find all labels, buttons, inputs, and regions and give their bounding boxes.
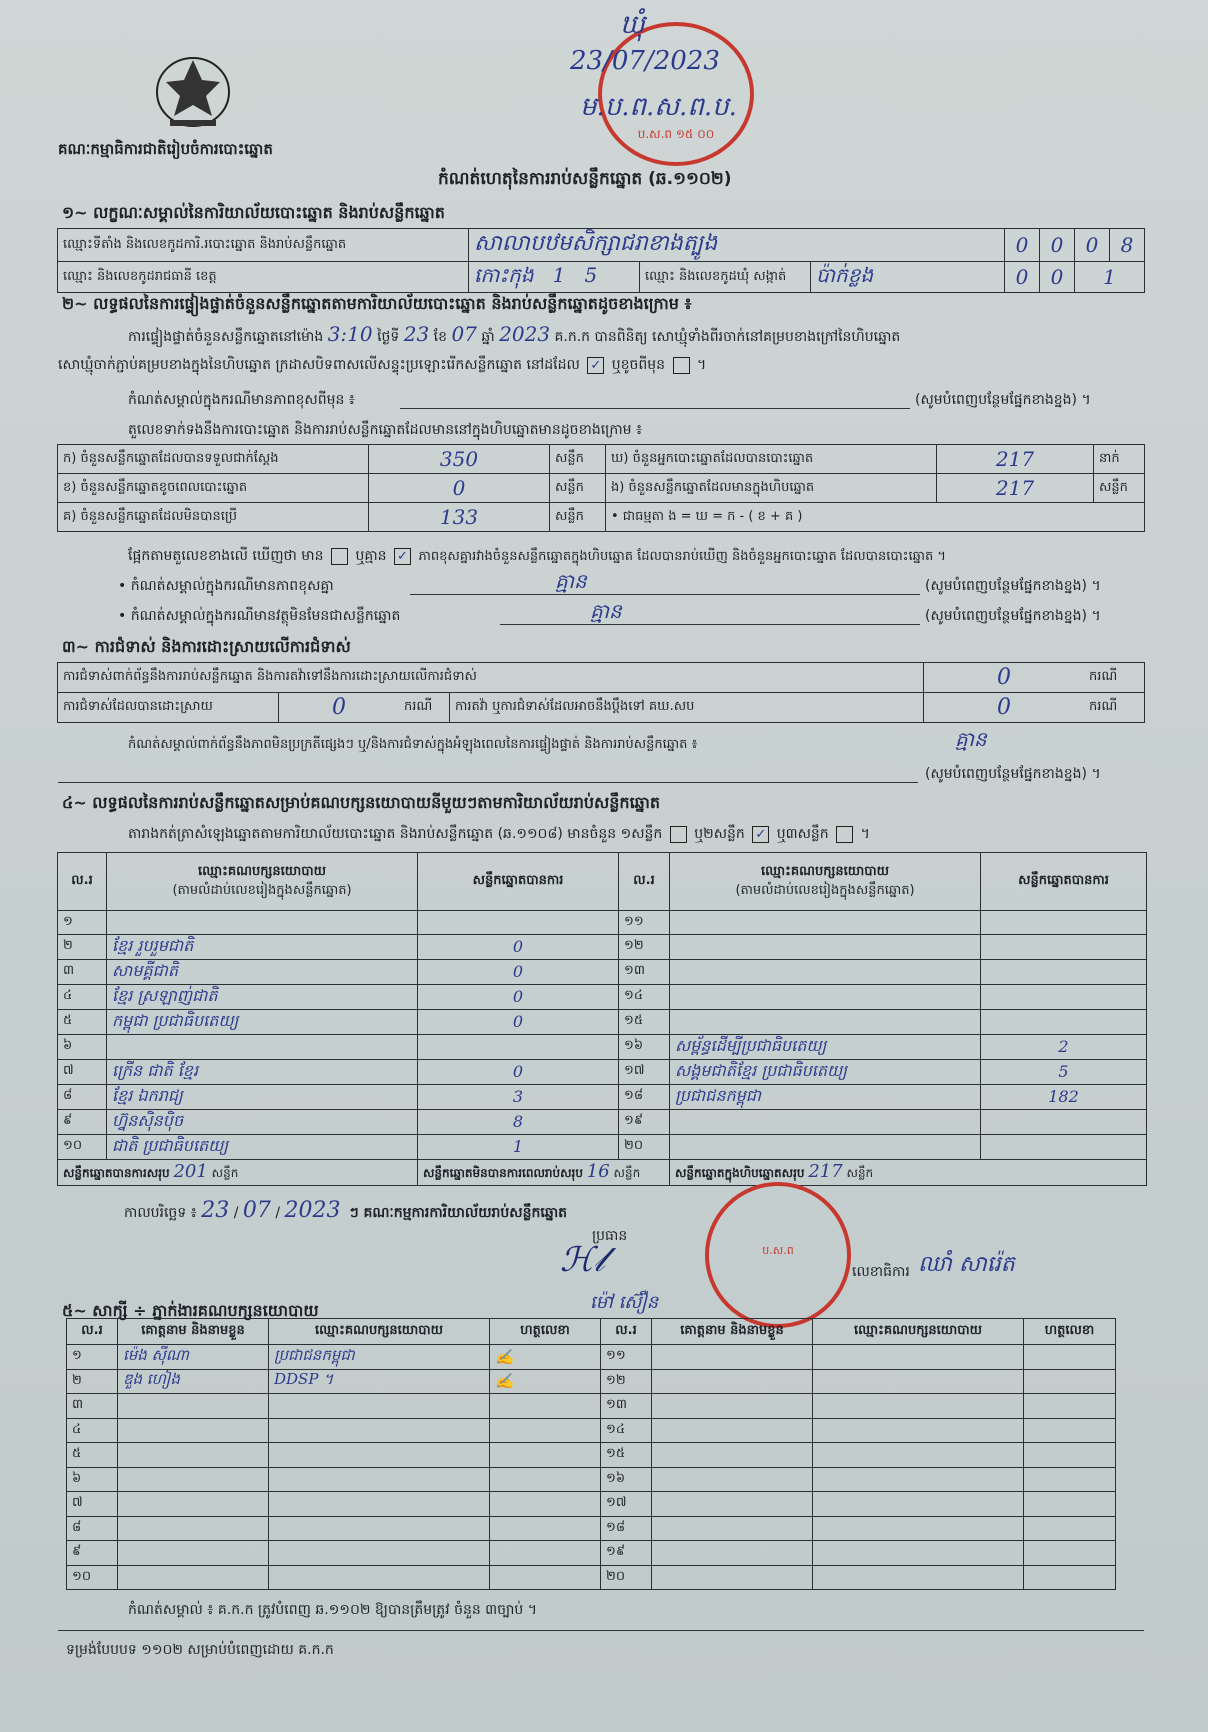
results-col-no-left: ល.រ [58, 853, 107, 911]
handwriting-top-date: 23/07/2023 [570, 46, 720, 76]
witness-party [813, 1541, 1024, 1566]
result-party [107, 911, 418, 935]
witness-name [118, 1541, 269, 1566]
result-no: ៨ [58, 1084, 107, 1109]
diff-note-line [410, 594, 920, 595]
witness-col-party-left: ឈ្មោះគណបក្សនយោបាយ [269, 1319, 490, 1345]
result-no: ១១ [619, 911, 670, 935]
received-unit: សន្លឹក [550, 445, 606, 474]
witness-row [67, 1369, 1116, 1394]
diff-note-fill: (សូមបំពេញបន្ថែមផ្នែកខាងខ្នង) ។ [925, 578, 1101, 594]
witness-row [67, 1492, 1116, 1517]
result-no: ១៩ [619, 1109, 670, 1134]
witness-signature [490, 1443, 601, 1468]
results-col-votes-right: សន្លឹកឆ្នោតបានការ [981, 853, 1147, 911]
result-party: សាមគ្គីជាតិ [107, 959, 418, 984]
appeal-value: 0 [924, 693, 1085, 723]
result-no: ២០ [619, 1134, 670, 1159]
resolved-label: ការជំទាស់ដែលបានដោះស្រាយ [58, 693, 279, 723]
witness-col-party-right: ឈ្មោះគណបក្សនយោបាយ [813, 1319, 1024, 1345]
witness-name [118, 1418, 269, 1443]
witness-signature [1024, 1492, 1116, 1517]
result-votes: 0 [418, 959, 619, 984]
witness-no: ៩ [67, 1541, 118, 1566]
result-party: ក្រើន ជាតិ ខ្មែរ [107, 1059, 418, 1084]
results-row [58, 959, 1147, 984]
special-note-line [500, 624, 920, 625]
result-no: ៣ [58, 959, 107, 984]
witness-col-no-right: ល.រ [601, 1319, 652, 1345]
result-no: ១៨ [619, 1084, 670, 1109]
compare-line: ផ្អែកតាមតួលេខខាងលើ ឃើញថា មាន ឬគ្មាន ✓ ភាពខុសគ្នារវាងចំនួនសន្លឹកឆ្នោតក្នុងហិបឆ្នោត ដែលបានរាប់ឃើញ និងចំនួនអ្នកបោះឆ្នោត ដែលបានបោះឆ្នោត ។ [128, 548, 946, 564]
witness-col-no-left: ល.រ [67, 1319, 118, 1345]
witness-party [269, 1492, 490, 1517]
site-value: សាលាបឋមសិក្សាជរាខាងត្បូង [469, 229, 1005, 262]
unused-value: 133 [369, 503, 550, 532]
witness-name [652, 1369, 813, 1394]
chair-signature: ℋ𝓁 [560, 1240, 605, 1280]
form-title: កំណត់ហេតុនៃការរាប់សន្លឹកឆ្នោត (ឆ.១១០២) [438, 169, 732, 189]
result-party: សម្ព័ន្ធដើម្បីប្រជាធិបតេយ្យ [670, 1034, 981, 1059]
witness-no: ៣ [67, 1394, 118, 1419]
total-valid-cell: សន្លឹកឆ្នោតបានការសរុប 201 សន្លឹក [58, 1159, 418, 1185]
result-votes [981, 911, 1147, 935]
commune-label: ឈ្មោះ និងលេខកូដឃុំ សង្កាត់ [640, 262, 811, 293]
witness-party [269, 1418, 490, 1443]
special-note-fill: (សូមបំពេញបន្ថែមផ្នែកខាងខ្នង) ។ [925, 608, 1101, 624]
result-party [107, 1034, 418, 1059]
received-value: 350 [369, 445, 550, 474]
witness-row [67, 1565, 1116, 1590]
result-votes: 8 [418, 1109, 619, 1134]
witness-row [67, 1541, 1116, 1566]
witness-party [813, 1492, 1024, 1517]
witness-name: ឌួង ហៀង [118, 1369, 269, 1394]
witness-no: ២០ [601, 1565, 652, 1590]
witness-signature [490, 1467, 601, 1492]
witness-signature [490, 1418, 601, 1443]
commune-code-1: 0 [1005, 262, 1040, 293]
diff-note-value: គ្មាន [555, 569, 587, 593]
results-row [58, 984, 1147, 1009]
witness-no: ១១ [601, 1345, 652, 1370]
result-party [670, 1009, 981, 1034]
witness-row [67, 1516, 1116, 1541]
witness-no: ១៣ [601, 1394, 652, 1419]
result-no: ២ [58, 934, 107, 959]
results-date: កាលបរិច្ឆេទ ៖ 23 / 07 / 2023 ៗ គណៈកម្មការការិយាល័យរាប់សន្លឹកឆ្នោត [124, 1198, 568, 1223]
witness-signature [1024, 1467, 1116, 1492]
result-votes [981, 1109, 1147, 1134]
result-votes: 0 [418, 1009, 619, 1034]
witness-table [66, 1318, 1116, 1590]
witness-row [67, 1394, 1116, 1419]
section3-heading: ៣~ ការជំទាស់ និងការដោះស្រាយលើការជំទាស់ [62, 637, 351, 656]
witness-no: ១៨ [601, 1516, 652, 1541]
witness-party [813, 1467, 1024, 1492]
results-row [58, 1059, 1147, 1084]
result-no: ១២ [619, 934, 670, 959]
intact-checkbox: ✓ [587, 357, 604, 374]
damage-note: កំណត់សម្គាល់ក្នុងករណីមានភាពខុសពីមុន ៖ [128, 392, 355, 408]
commune-code-3: 1 [1075, 262, 1145, 293]
special-note-label: • កំណត់សម្គាល់ក្នុងករណីមានវត្ថុមិនមែនជាសន្លឹកឆ្នោត [118, 608, 401, 624]
results-date-year: 2023 [284, 1198, 341, 1223]
appeal-label: ការតវ៉ា ឬការជំទាស់ដែលអាចនឹងប្តឹងទៅ គឃ.សប [450, 693, 924, 723]
result-no: ១៣ [619, 959, 670, 984]
total-invalid-cell: សន្លឹកឆ្នោតមិនបានការពេលរាប់សរុប 16 សន្លឹក [418, 1159, 670, 1185]
damage-note-fill: (សូមបំពេញបន្ថែមផ្នែកខាងខ្នង) ។ [915, 392, 1091, 408]
irregularity-note-value: គ្មាន [955, 727, 987, 751]
witness-party [269, 1565, 490, 1590]
witness-signature [1024, 1443, 1116, 1468]
secretary-name: ឈាំ សារ៉េត [918, 1252, 1015, 1277]
section2-heading: ២~ លទ្ធផលនៃការផ្ទៀងផ្ទាត់ចំនួនសន្លឹកឆ្នោតតាមការិយាល័យបោះឆ្នោត និងរាប់សន្លឹកឆ្នោតដូចខាងក្រោម ៖ [62, 294, 692, 313]
result-party [670, 911, 981, 935]
figures-table [57, 444, 1145, 532]
two-sheet-checkbox: ✓ [752, 826, 769, 843]
witness-no: ១០ [67, 1565, 118, 1590]
witness-col-sign-left: ហត្ថលេខា [490, 1319, 601, 1345]
result-votes: 0 [418, 1059, 619, 1084]
official-seal-top: ប.ស.ព ១៥ ០០ [598, 22, 754, 166]
result-votes: 0 [418, 934, 619, 959]
section4-heading: ៤~ លទ្ធផលនៃការរាប់សន្លឹកឆ្នោតសម្រាប់គណបក្សនយោបាយនីមួយៗតាមការិយាល័យរាប់សន្លឹកឆ្នោត [62, 793, 661, 812]
resolved-value: 0 [279, 693, 400, 723]
witness-signature: ✍ [490, 1345, 601, 1370]
result-party: សង្គមជាតិខ្មែរ ប្រជាធិបតេយ្យ [670, 1059, 981, 1084]
witness-no: ៤ [67, 1418, 118, 1443]
site-code-2: 0 [1040, 229, 1075, 262]
inbox-value: 217 [937, 474, 1094, 503]
three-sheet-checkbox [836, 826, 853, 843]
has-difference-checkbox [331, 548, 348, 565]
voters-label: ឃ) ចំនួនអ្នកបោះឆ្នោតដែលបានបោះឆ្នោត [606, 445, 937, 474]
irregularity-note-label: កំណត់សម្គាល់ពាក់ព័ន្ធនឹងភាពមិនប្រក្រតីផ្សេងៗ ឬ/និងការជំទាស់ក្នុងអំឡុងពេលនៃការផ្ទៀងផ្ទាត់ និងការរាប់សន្លឹកឆ្នោត ៖ [128, 737, 698, 752]
witness-no: ៨ [67, 1516, 118, 1541]
result-votes: 3 [418, 1084, 619, 1109]
result-party: ខ្មែរ ឯករាជ្យ [107, 1084, 418, 1109]
results-row [58, 1109, 1147, 1134]
witness-name [652, 1418, 813, 1443]
witness-name [118, 1467, 269, 1492]
form-note: ទម្រង់បែបបទ ១១០២ សម្រាប់បំពេញដោយ គ.ក.ក [66, 1642, 334, 1658]
voters-unit: នាក់ [1094, 445, 1145, 474]
witness-party [269, 1394, 490, 1419]
no-difference-checkbox: ✓ [394, 548, 411, 565]
witness-signature [490, 1516, 601, 1541]
witness-name [652, 1516, 813, 1541]
site-label: ឈ្មោះទីតាំង និងលេខកូដការិ.របោះឆ្នោត និងរាប់សន្លឹកឆ្នោត [58, 229, 469, 262]
objection-unit: ករណី [1084, 663, 1145, 693]
witness-signature [1024, 1369, 1116, 1394]
chair-label: ប្រធាន [592, 1228, 628, 1244]
damaged-checkbox [673, 357, 690, 374]
results-col-party-left: ឈ្មោះគណបក្សនយោបាយ (តាមលំដាប់លេខរៀងក្នុងសន្លឹកឆ្នោត) [107, 853, 418, 911]
irregularity-note-fill: (សូមបំពេញបន្ថែមផ្នែកខាងខ្នង) ។ [925, 766, 1101, 782]
result-no: ១៥ [619, 1009, 670, 1034]
unused-label: គ) ចំនួនសន្លឹកឆ្នោតដែលមិនបានប្រើ [58, 503, 369, 532]
witness-signature [1024, 1345, 1116, 1370]
witness-name [652, 1492, 813, 1517]
commune-value: ប៉ាក់ខ្លង [811, 262, 1005, 293]
witness-signature [490, 1492, 601, 1517]
commune-code-2: 0 [1040, 262, 1075, 293]
witness-row [67, 1345, 1116, 1370]
formula-text: • ជាធម្មតា ង = ឃ = ក - ( ខ + គ ) [606, 503, 1145, 532]
witness-name [652, 1541, 813, 1566]
result-votes: 182 [981, 1084, 1147, 1109]
result-no: ១ [58, 911, 107, 935]
result-party [670, 1109, 981, 1134]
witness-name [652, 1394, 813, 1419]
witness-no: ១ [67, 1345, 118, 1370]
witness-signature [1024, 1418, 1116, 1443]
province-label: ឈ្មោះ និងលេខកូដរាជធានី ខេត្ត [58, 262, 469, 293]
voters-value: 217 [937, 445, 1094, 474]
witness-party [269, 1541, 490, 1566]
witness-name [118, 1394, 269, 1419]
special-note-value: គ្មាន [590, 599, 622, 623]
appeal-unit: ករណី [1084, 693, 1145, 723]
table-intro: តួលេខទាក់ទងនឹងការបោះឆ្នោត និងការរាប់សន្លឹកឆ្នោតដែលមាននៅក្នុងហិបឆ្នោតមានដូចខាងក្រោម ៖ [128, 422, 643, 438]
result-no: ១៦ [619, 1034, 670, 1059]
results-row [58, 911, 1147, 935]
verify-year: 2023 [499, 322, 551, 346]
result-votes [981, 934, 1147, 959]
witness-party [813, 1443, 1024, 1468]
result-party: ហ្វ៊ុនស៊ិនប៉ិច [107, 1109, 418, 1134]
witness-signature [490, 1565, 601, 1590]
witness-signature [1024, 1541, 1116, 1566]
result-votes [418, 911, 619, 935]
result-votes [981, 1134, 1147, 1159]
witness-party: DDSP ។ [269, 1369, 490, 1394]
one-sheet-checkbox [670, 826, 687, 843]
witness-name: ម៉េង ស៊ីណា [118, 1345, 269, 1370]
total-box-cell: សន្លឹកឆ្នោតក្នុងហិបឆ្នោតសរុប 217 សន្លឹក [670, 1159, 1147, 1185]
witness-party [813, 1418, 1024, 1443]
footnote: កំណត់សម្គាល់ ៖ គ.ក.ក ត្រូវបំពេញ ឆ.១១០២ ឱ្យបានត្រឹមត្រូវ ចំនួន ៣ច្បាប់ ។ [128, 1602, 538, 1618]
result-votes: 2 [981, 1034, 1147, 1059]
witness-no: ១៥ [601, 1443, 652, 1468]
official-seal-bottom: ប.ស.ព [705, 1182, 851, 1328]
objections-table [57, 662, 1145, 723]
section1-heading: ១~ លក្ខណៈសម្គាល់នៃការិយាល័យបោះឆ្នោត និងរាប់សន្លឹកឆ្នោត [62, 203, 445, 222]
verify-month: 07 [451, 322, 477, 346]
witness-no: ១៤ [601, 1418, 652, 1443]
witness-no: ១៧ [601, 1492, 652, 1517]
spoiled-value: 0 [369, 474, 550, 503]
result-party [670, 959, 981, 984]
result-party [670, 934, 981, 959]
section4-intro: តារាងកត់ត្រាសំឡេងឆ្នោតតាមការិយាល័យបោះឆ្នោត និងរាប់សន្លឹកឆ្នោត (ឆ.១១០៨) មានចំនួន ១សន្លឹក ឬ២សន្លឹក ✓ ឬ៣សន្លឹក ។ [128, 826, 870, 842]
results-row [58, 1034, 1147, 1059]
witness-name [118, 1516, 269, 1541]
witness-col-name-right: គោត្តនាម និងនាមខ្លួន [652, 1319, 813, 1345]
objection-label: ការជំទាស់ពាក់ព័ន្ធនឹងការរាប់សន្លឹកឆ្នោត និងការតវ៉ាទៅនឹងការដោះស្រាយលើការជំទាស់ [58, 663, 924, 693]
witness-party [269, 1467, 490, 1492]
witness-name [118, 1565, 269, 1590]
results-table [57, 852, 1147, 1186]
unused-unit: សន្លឹក [550, 503, 606, 532]
result-votes [981, 1009, 1147, 1034]
site-code-4: 8 [1110, 229, 1145, 262]
results-col-votes-left: សន្លឹកឆ្នោតបានការ [418, 853, 619, 911]
handwriting-top-1: ឃុំ [620, 10, 645, 40]
results-row [58, 1134, 1147, 1159]
inbox-label: ង) ចំនួនសន្លឹកឆ្នោតដែលមានក្នុងហិបឆ្នោត [606, 474, 937, 503]
secretary-label: លេខាធិការ [852, 1264, 910, 1280]
results-row [58, 934, 1147, 959]
witness-signature [1024, 1565, 1116, 1590]
witness-no: ១២ [601, 1369, 652, 1394]
received-label: ក) ចំនួនសន្លឹកឆ្នោតដែលបានទទួលជាក់ស្តែង [58, 445, 369, 474]
result-no: ១០ [58, 1134, 107, 1159]
witness-party [269, 1516, 490, 1541]
witness-row [67, 1443, 1116, 1468]
results-totals-row [58, 1159, 1147, 1185]
spoiled-unit: សន្លឹក [550, 474, 606, 503]
results-row [58, 1084, 1147, 1109]
witness-no: ៧ [67, 1492, 118, 1517]
witness-no: ៥ [67, 1443, 118, 1468]
witness-name [652, 1565, 813, 1590]
witness-name [652, 1467, 813, 1492]
result-party: ប្រជាជនកម្ពុជា [670, 1084, 981, 1109]
result-party: កម្ពុជា ប្រជាធិបតេយ្យ [107, 1009, 418, 1034]
handwriting-top-3: ម.ប.ព.ស.ព.ប. [580, 92, 737, 122]
witness-party: ប្រជាជនកម្ពុជា [269, 1345, 490, 1370]
result-votes: 0 [418, 984, 619, 1009]
witness-signature [490, 1394, 601, 1419]
result-no: ៤ [58, 984, 107, 1009]
inbox-unit: សន្លឹក [1094, 474, 1145, 503]
verify-time: 3:10 [327, 322, 373, 346]
resolved-unit: ករណី [399, 693, 450, 723]
witness-no: ១៦ [601, 1467, 652, 1492]
province-value: កោះកុង 1 5 [469, 262, 640, 293]
results-date-day: 23 [201, 1198, 230, 1223]
witness-no: ៦ [67, 1467, 118, 1492]
site-code-3: 0 [1075, 229, 1110, 262]
witness-name [652, 1345, 813, 1370]
witness-signature [490, 1541, 601, 1566]
witness-row [67, 1467, 1116, 1492]
results-col-party-right: ឈ្មោះគណបក្សនយោបាយ (តាមលំដាប់លេខរៀងក្នុងសន្លឹកឆ្នោត) [670, 853, 981, 911]
result-votes [981, 984, 1147, 1009]
footer-rule [58, 1630, 1144, 1631]
witness-signature [1024, 1394, 1116, 1419]
result-party [670, 984, 981, 1009]
result-no: ៦ [58, 1034, 107, 1059]
witness-no: ២ [67, 1369, 118, 1394]
result-no: ៧ [58, 1059, 107, 1084]
result-party: ជាតិ ប្រជាធិបតេយ្យ [107, 1134, 418, 1159]
verify-line-1: ការផ្ទៀងផ្ទាត់ចំនួនសន្លឹកឆ្នោតនៅម៉ោង 3:10 ថ្ងៃទី 23 ខែ 07 ឆ្នាំ 2023 គ.ក.ក បានពិនិត្យ សោឃ្មុំទាំងពីរចាក់នៅគម្របខាងក្រៅនៃហិបឆ្នោត [128, 322, 901, 346]
witness-name [118, 1443, 269, 1468]
nec-emblem-icon [150, 50, 236, 130]
result-party: ខ្មែរ រួបរួមជាតិ [107, 934, 418, 959]
witness-party [813, 1516, 1024, 1541]
objection-value: 0 [924, 663, 1085, 693]
result-party: ខ្មែរ ស្រឡាញ់ជាតិ [107, 984, 418, 1009]
witness-party [813, 1565, 1024, 1590]
witness-party [813, 1345, 1024, 1370]
verify-line-2: សោឃ្មុំចាក់ភ្ជាប់គម្របខាងក្នុងនៃហិបឆ្នោត ក្រដាសបិទពាសលើសន្ទុះប្រឡោះរើកសន្លឹកឆ្នោត នៅដដែល ✓ ឬខូចពីមុន ។ [58, 357, 707, 373]
results-date-month: 07 [242, 1198, 271, 1223]
witness-no: ១៩ [601, 1541, 652, 1566]
spoiled-label: ខ) ចំនួនសន្លឹកឆ្នោតខូចពេលបោះឆ្នោត [58, 474, 369, 503]
chair-name: ម៉ៅ ស៊ឿន [590, 1292, 659, 1313]
diff-note-label: • កំណត់សម្គាល់ក្នុងករណីមានភាពខុសគ្នា [118, 578, 334, 594]
result-no: ១៧ [619, 1059, 670, 1084]
witness-row [67, 1418, 1116, 1443]
result-votes [981, 959, 1147, 984]
witness-col-sign-right: ហត្ថលេខា [1024, 1319, 1116, 1345]
results-col-no-right: ល.រ [619, 853, 670, 911]
witness-name [118, 1492, 269, 1517]
result-party [670, 1134, 981, 1159]
result-votes: 1 [418, 1134, 619, 1159]
result-votes: 5 [981, 1059, 1147, 1084]
site-code-1: 0 [1005, 229, 1040, 262]
damage-note-line [400, 408, 910, 409]
witness-signature: ✍ [490, 1369, 601, 1394]
witness-party [269, 1443, 490, 1468]
witness-signature [1024, 1516, 1116, 1541]
witness-name [652, 1443, 813, 1468]
witness-party [813, 1369, 1024, 1394]
committee-name: គណៈកម្មាធិការជាតិរៀបចំការបោះឆ្នោត [58, 140, 273, 158]
result-no: ១៤ [619, 984, 670, 1009]
section1-table [57, 228, 1145, 293]
results-row [58, 1009, 1147, 1034]
witness-col-name-left: គោត្តនាម និងនាមខ្លួន [118, 1319, 269, 1345]
result-no: ៥ [58, 1009, 107, 1034]
irregularity-note-line [58, 782, 918, 783]
witness-party [813, 1394, 1024, 1419]
result-votes [418, 1034, 619, 1059]
verify-day: 23 [403, 322, 430, 346]
result-no: ៩ [58, 1109, 107, 1134]
section5-heading: ៥~ សាក្សី ÷ ភ្នាក់ងារគណបក្សនយោបាយ [62, 1301, 319, 1320]
